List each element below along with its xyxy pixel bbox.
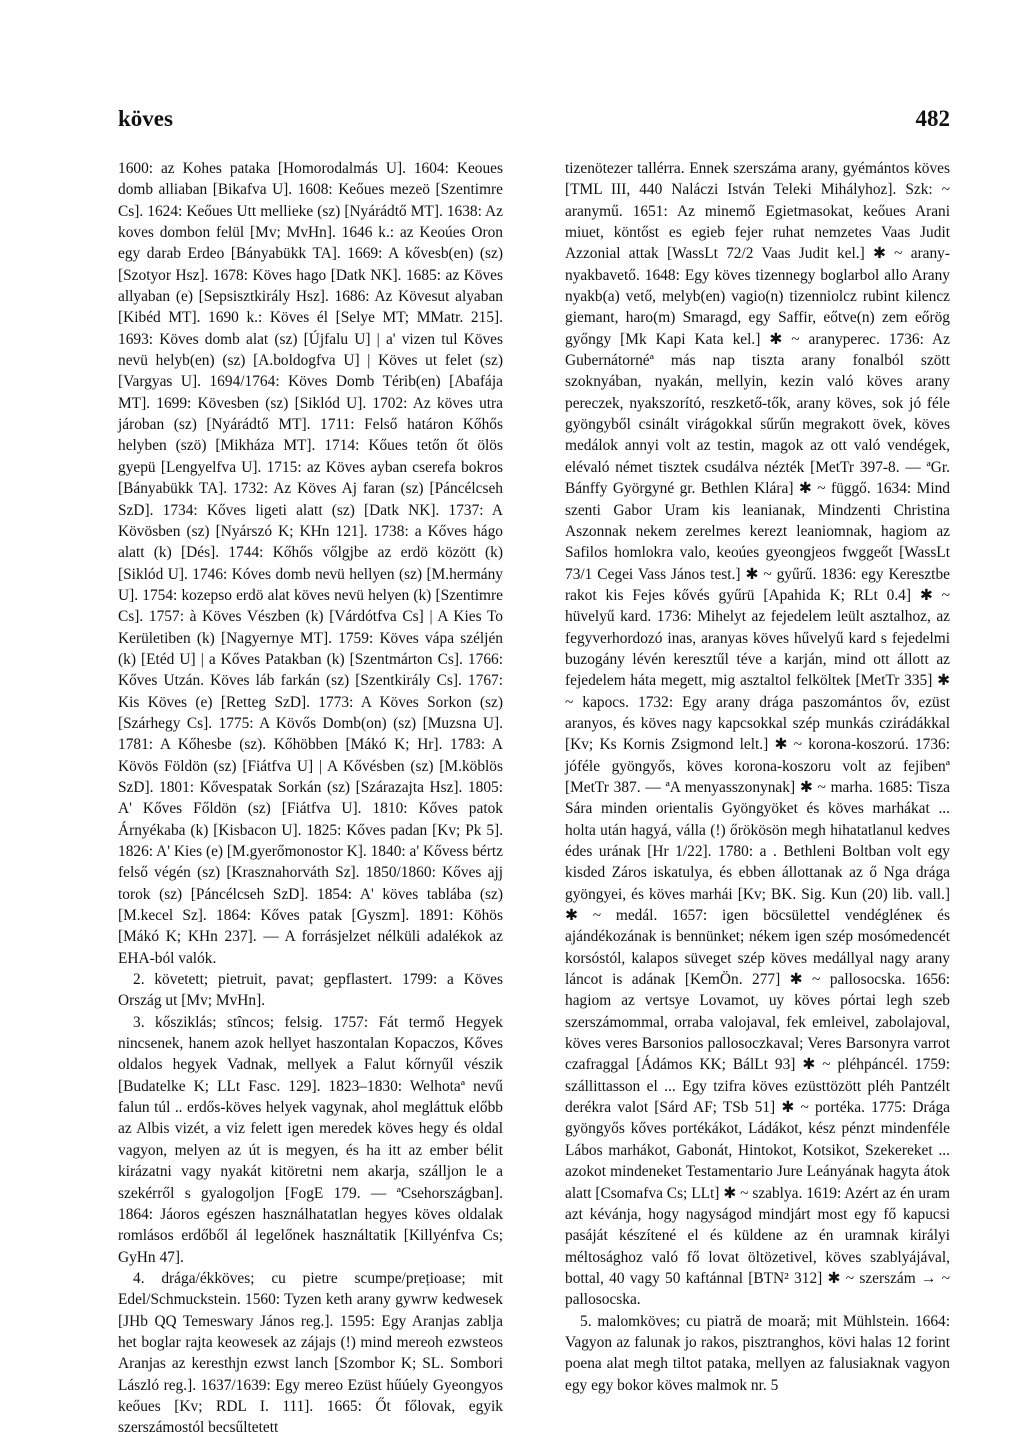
entry-sense-3: 3. kősziklás; stîncos; felsig. 1757: Fát termő Hegyek nincsenek, hanem azok hellyet haszontalan Kopaczos, Kőves oldalos hegyek Vadnak, mellyek a Falut kőrnyűl vészik [Budatelke K; LLt Fasc. 129]. 1823–1830: Welhotaª nevű falun túl .. erdős-köves helyek vagynak, ahol megláttuk előbb az Albis vizét, a viz felett igen meredek köves hegy és oldal vagyon, melyen az út is megyen, és ha itt az ember bélit kirázatni vagy nyakát kitöretni nem akarja, szálljon le a szekérről s gyalogoljon [FogE 179. — ªCsehországban]. 1864: Jáoros egészen használhatatlan hegyes köves oldalak romlásos erdőből ál legelőnek használtatik [Killyénfva Cs; GyHn 47]. [118,1013,503,1266]
entry-sense-4-continued: tizenötezer tallérra. Ennek szerszáma arany, gyémántos köves [TML III, 440 Naláczi István Teleki Mihályhoz]. Szk: ~ aranymű. 1651: Az minemő Egietmasokat, keőues Arani miuet, köntőst es egieb fejer ruhat nemzetes Vaas Judit Azzonial attak [WassLt 72/2 Vaas Judit kel.] ✱ ~ arany-nyakbavető. 1648: Egy köves tizennegy boglarbol allo Arany nyakb(a) vető, melyb(en) vagio(n) tizenniolcz rubint kilencz giemant, haro(m) Smaragd, egy Saffir, eőtve(n) zem eőrög győngy [Mk Kapi Kata kel.] ✱ ~ aranyperec. 1736: Az Gubernátornéª más nap tiszta arany fonalból szött szoknyában, nyakán, mellyin, kezin való köves arany pereczek, nyakszorító, reszkető-tők, arany köves, sok jó féle gyöngyből csinált virágokkal sűrűn megrakott övek, köves medálok annyi volt az testin, magok az ott való vendégek, elévaló német tisztek csudálva nézték [MetTr 397-8. — ªGr. Bánffy Györgyné gr. Bethlen Klára] ✱ ~ függő. 1634: Mind szenti Gabor Uram kis leanianak, Mindzenti Christina Aszonnak nekem zerelmes kerezt leaniomnak, hagiom az Safilos homlokra valo, keoúes gyeongjeos fwggeőt [WassLt 73/1 Cegei Vass János test.] ✱ ~ gyűrű. 1836: egy Keresztbe rakot kis Fejes kővés gyűrü [Apahida K; RLt 0.4] ✱ ~ hüvelyű kard. 1736: Mihelyt az fejedelem leült asztalhoz, az fegyverhordozó inas, aranyas köves hűvelyű kard s fejedelmi buzogány lévén keresztűl téve a karján, mind ott állott az fejedelem háta megett, mig asztaltol felköltek [MetTr 335] ✱ ~ kapocs. 1732: Egy arany drága paszomántos őv, ezüst aranyos, és köves nagy kapcsokkal szép munkás czirádákkal [Kv; Ks Kornis Zsigmond lelt.] ✱ ~ korona-koszorú. 1736: jóféle gyöngyős, köves korona-koszoru volt az fejibenª [MetTr 387. — ªA menyasszonynak] ✱ ~ marha. 1685: Tisza Sára minden orientalis Gyöngyöket és köves marhákat ... holta után hagyá, válla (!) őrökösön megh hihatatlanul kedves édes urának [Hr 1/22]. 1780: a . Bethleni Boltban volt egy kisded Záros iskatulya, és ebben állottanak az ő Nga drága gyöngyei, és köves marhái [Kv; BK. Sig. Kun (20) lib. vall.] ✱ ~ medál. 1657: igen böcsülettel vendégléneк és ajándékozának is bennünket; nékem igen szép mosómedencét korsóstól, kalapos süveget szép köves medállyal nagy arany láncot is adának [KemÖn. 277] ✱ ~ pallosocska. 1656: hagiom az vertsye Lovamot, uy köves pórtai legh szeb szerszámommal, orraba valojaval, fek emleivel, zabolajoval, köves veres Barsonios pallosoczkaval; Veres Barsonyra varrot czafraggal [Ádámos KK; BálLt 93] ✱ ~ pléhpáncél. 1759: szállittasson el ... Egy tzifra köves ezüsttözött pléh Pantzélt derékra valot [Sárd AF; TSb 51] ✱ ~ portéka. 1775: Drága gyöngyős kőves portékákot, Ládákot, kész pénzt mindenféle Lábos marhákot, Gabonát, Hintokot, Kotsikot, Szekereket ... azokot mindeneket Testamentario Jure Leányának hagyta átok alatt [Csomafva Cs; LLt] ✱ ~ szablya. 1619: Azért az én uram azt kévánja, hogy nagyságod mindjárt most egy fő kapucsi pasáját készítené el és küldene az én uramnak királyi méltosághoz való fő lovat öltözetivel, köves szablyájával, bottal, 40 vagy 50 kaftánnal [BTN² 312] ✱ ~ szerszám → ~ pallosocska. [565,160,950,1309]
right-column [565,158,950,1396]
entry-sense-5: 5. malomköves; cu piatră de moară; mit Mühlstein. 1664: Vagyon az falunak jo rakos, pisztranghos, kövi halas 12 forint poena alat megh tiltot pataka, mellyen az falusiaknak vagyon egy egy bokor köves malmok nr. 5 [565,1312,950,1394]
entry-paragraph-1: 1600: az Kohes pataka [Homorodalmás U]. 1604: Keoues domb alliaban [Bikafva U]. 1608: Keőues mezeö [Szentimre Cs]. 1624: Keőues Utt mellieke (sz) [Nyárádtő MT]. 1638: Az koves dombon felül [Mv; MvHn]. 1646 k.: az Keoúes Oron egy darab Erdeo [Bányabükk TA]. 1669: A kővesb(en) (sz) [Szotyor Hsz]. 1678: Köves hago [Datk NK]. 1685: az Köves allyaban (e) [Sepsisztkirály Hsz]. 1686: Az Kövesut alyaban [Kibéd MT]. 1690 k.: Köves él [Selye MT; MMatr. 215]. 1693: Köves domb alat (sz) [Újfalu U] | a' vizen tul Köves nevü helyb(en) (sz) [A.boldogfva U] | Köves ut felet (sz) [Vargyas U]. 1694/1764: Köves Domb Térib(en) [Abafája MT]. 1699: Kövesben (sz) [Siklód U]. 1702: Az köves utra jároban (sz) [Nyárádtő MT]. 1711: Felső határon Kőhős helyben (szö) [Mikháza MT]. 1714: Kőues tetőn őt ölös gyepü [Lengyelfva U]. 1715: az Köves ayban cserefa bokros [Bányabükk TA]. 1732: Az Köves Aj faran (sz) [Páncélcseh SzD]. 1734: Kőves ligeti alatt (sz) [Datk NK]. 1737: A Kövösben (sz) [Nyárszó K; KHn 121]. 1738: a Kőves hágo alatt (k) [Dés]. 1744: Kőhős vőlgjbe az erdö között (k) [Siklód U]. 1746: Kóves domb nevü hellyen (sz) [M.hermány U]. 1754: kozepso erdö alat köves nevü helyen (k) [Szentimre Cs]. 1757: à Köves Vészben (k) [Várdótfva Cs] | A Kies To Kerületiben (k) [Nagyernye MT]. 1759: Köves vápa széljén (k) [Etéd U] | a Kőves Patakban (k) [Szentmárton Cs]. 1766: Kőves Utzán. Köves láb farkán (sz) [Szentkirály Cs]. 1767: Kis Köves (e) [Retteg SzD]. 1773: A Köves Sorkon (sz) [Szárhegy Cs]. 1775: A Kövős Domb(on) (sz) [Muzsna U]. 1781: A Kőhesbe (sz). Kőhöbben [Mákó K; Hr]. 1783: A Kövös Földön (sz) [Fiátfva U] | A Kővésben (sz) [M.köblös SzD]. 1801: Kővespatak Sorkán (sz) [Szárazajta Hsz]. 1805: A' Kőves Főldön (sz) [Fiátfva U]. 1810: Kőves patok Árnyékaba (k) [Kisbacon U]. 1825: Kőves padan [Kv; Pk 5]. 1826: A' Kies (e) [M.gyerőmonostor K]. 1840: a' Kővess bértz felső végén (sz) [Krasznahorváth Sz]. 1850/1860: Kőves ajj torok (sz) [Páncélcseh SzD]. 1854: A' köves tablába (sz) [M.kecel Sz]. 1864: Kőves patak [Gyszm]. 1891: Köhös [Mákó K; KHn 237]. — A forrásjelzet nélküli adalékok az EHA-ból valók. [118,160,503,967]
left-column [118,158,503,1439]
running-head-headword: köves [118,106,173,131]
page-number: 482 [915,106,950,131]
entry-sense-2: 2. követett; pietruit, pavat; gepflastert. 1799: a Köves Ország ut [Mv; MvHn]. [118,971,503,1010]
entry-sense-4: 4. drága/ékköves; cu pietre scumpe/prețioase; mit Edel/Schmuckstein. 1560: Tyzen keth arany gywrw kedwesek [JHb QQ Temeswary János reg.]. 1595: Egy Aranjas zablja het boglar rajta keowesek az zájajs (!) mind mereoh ezwsteos Aranjas az keresthjn ezwst lanch [Szombor K; SL. Sombori László reg.]. 1637/1639: Egy mereo Ezüst hűúely Gyeongyos keőues [Kv; RDL I. 111]. 1665: Őt főlovak, egyik szerszámostól becsűltetett [118,1269,503,1437]
